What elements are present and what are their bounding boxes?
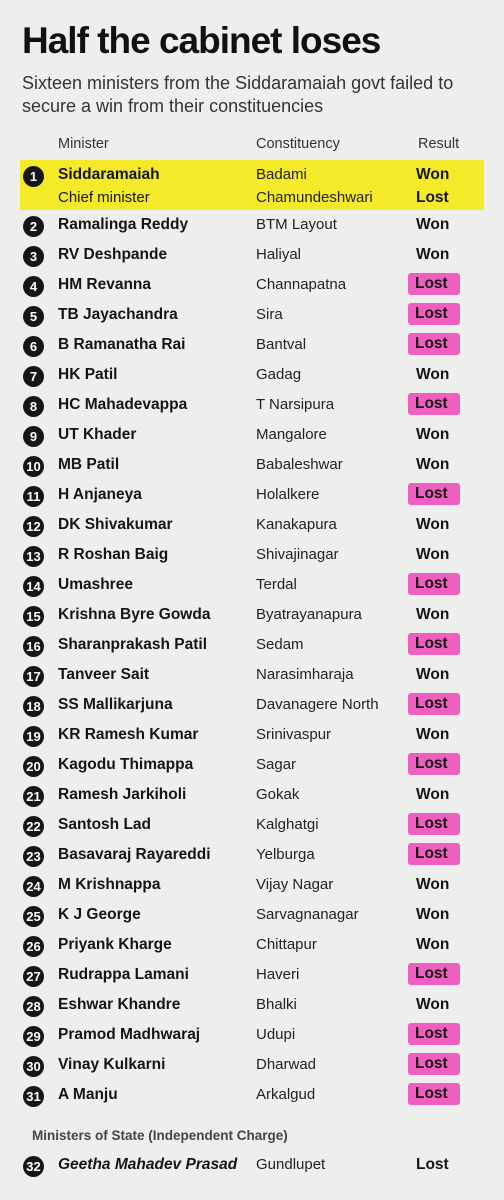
row-number-badge: 21 bbox=[23, 786, 44, 807]
constituency: Narasimharaja bbox=[256, 666, 354, 683]
section-label: Ministers of State (Independent Charge) bbox=[32, 1128, 288, 1143]
row-number-badge: 27 bbox=[23, 966, 44, 987]
row-number-badge: 31 bbox=[23, 1086, 44, 1107]
table-row bbox=[0, 840, 504, 870]
minister-name: Vinay Kulkarni bbox=[58, 1056, 166, 1073]
constituency: T Narsipura bbox=[256, 396, 335, 413]
row-number-badge: 4 bbox=[23, 276, 44, 297]
minister-name: RV Deshpande bbox=[58, 246, 168, 263]
row-number-badge: 15 bbox=[23, 606, 44, 627]
result: Won bbox=[416, 216, 450, 233]
minister-name: Kagodu Thimappa bbox=[58, 756, 194, 773]
table-row bbox=[0, 450, 504, 480]
constituency: Sagar bbox=[256, 756, 297, 773]
minister-name: Rudrappa Lamani bbox=[58, 966, 189, 983]
row-number-badge: 18 bbox=[23, 696, 44, 717]
result: Won bbox=[416, 726, 450, 743]
constituency: Mangalore bbox=[256, 426, 327, 443]
result: Lost bbox=[408, 963, 460, 985]
constituency: Udupi bbox=[256, 1026, 296, 1043]
table-row bbox=[0, 720, 504, 750]
table-row bbox=[0, 390, 504, 420]
table-row bbox=[0, 300, 504, 330]
page-title: Half the cabinet loses bbox=[22, 20, 381, 61]
row-number-badge: 8 bbox=[23, 396, 44, 417]
minister-name: B Ramanatha Rai bbox=[58, 336, 186, 353]
constituency: Arkalgud bbox=[256, 1086, 316, 1103]
minister-name: A Manju bbox=[58, 1086, 118, 1103]
row-number-badge: 2 bbox=[23, 216, 44, 237]
minister-name: K J George bbox=[58, 906, 141, 923]
result: Won bbox=[416, 996, 450, 1013]
minister-name: M Krishnappa bbox=[58, 876, 161, 893]
constituency: Sira bbox=[256, 306, 283, 323]
row-number-badge: 12 bbox=[23, 516, 44, 537]
result: Lost bbox=[408, 303, 460, 325]
minister-name: Umashree bbox=[58, 576, 133, 593]
table-row bbox=[0, 600, 504, 630]
minister-name: Basavaraj Rayareddi bbox=[58, 846, 211, 863]
result: Lost bbox=[408, 1053, 460, 1075]
constituency: BTM Layout bbox=[256, 216, 337, 233]
constituency: Yelburga bbox=[256, 846, 315, 863]
row-number-badge: 23 bbox=[23, 846, 44, 867]
table-row bbox=[0, 810, 504, 840]
minister-name: DK Shivakumar bbox=[58, 516, 173, 533]
row-number-badge: 11 bbox=[23, 486, 44, 507]
constituency: Vijay Nagar bbox=[256, 876, 334, 893]
row-number-badge: 13 bbox=[23, 546, 44, 567]
minister-name: R Roshan Baig bbox=[58, 546, 169, 563]
constituency: Davanagere North bbox=[256, 696, 379, 713]
table-row bbox=[0, 330, 504, 360]
table-row bbox=[0, 990, 504, 1020]
minister-name: Tanveer Sait bbox=[58, 666, 150, 683]
result: Lost bbox=[408, 393, 460, 415]
row-number-badge: 30 bbox=[23, 1056, 44, 1077]
table-row bbox=[0, 1150, 504, 1180]
table-row bbox=[0, 690, 504, 720]
table-header bbox=[0, 136, 504, 156]
result: Lost bbox=[416, 189, 449, 206]
row-number-badge: 6 bbox=[23, 336, 44, 357]
minister-name: SS Mallikarjuna bbox=[58, 696, 173, 713]
minister-name: HM Revanna bbox=[58, 276, 152, 293]
table-row bbox=[0, 270, 504, 300]
result: Lost bbox=[408, 753, 460, 775]
result: Won bbox=[416, 516, 450, 533]
minister-name: MB Patil bbox=[58, 456, 120, 473]
constituency: Bantval bbox=[256, 336, 307, 353]
result: Lost bbox=[408, 333, 460, 355]
table-row bbox=[0, 540, 504, 570]
result: Won bbox=[416, 906, 450, 923]
result: Won bbox=[416, 246, 450, 263]
minister-name: Pramod Madhwaraj bbox=[58, 1026, 201, 1043]
table-row bbox=[0, 870, 504, 900]
result: Won bbox=[416, 606, 450, 623]
minister-name: HK Patil bbox=[58, 366, 118, 383]
row-number-badge: 1 bbox=[23, 166, 44, 187]
minister-name: Ramalinga Reddy bbox=[58, 216, 189, 233]
header-constituency: Constituency bbox=[256, 136, 340, 152]
row-number-badge: 10 bbox=[23, 456, 44, 477]
minister-name: UT Khader bbox=[58, 426, 137, 443]
table-row bbox=[0, 570, 504, 600]
constituency: Chamundeshwari bbox=[256, 189, 373, 206]
constituency: Badami bbox=[256, 166, 307, 183]
minister-table bbox=[0, 160, 504, 1110]
table-row bbox=[0, 210, 504, 240]
constituency: Haliyal bbox=[256, 246, 302, 263]
result: Won bbox=[416, 546, 450, 563]
table-row bbox=[0, 510, 504, 540]
result: Won bbox=[416, 936, 450, 953]
header-result: Result bbox=[418, 136, 460, 152]
constituency: Terdal bbox=[256, 576, 297, 593]
row-number-badge: 26 bbox=[23, 936, 44, 957]
result: Won bbox=[416, 786, 450, 803]
result: Lost bbox=[408, 273, 460, 295]
constituency: Byatrayanapura bbox=[256, 606, 362, 623]
row-number-badge: 19 bbox=[23, 726, 44, 747]
minister-name: Eshwar Khandre bbox=[58, 996, 181, 1013]
minister-name: Santosh Lad bbox=[58, 816, 152, 833]
constituency: Kanakapura bbox=[256, 516, 337, 533]
page-subtitle: Sixteen ministers from the Siddaramaiah govt failed to secure a win from their constituencies bbox=[22, 73, 454, 116]
result: Won bbox=[416, 456, 450, 473]
table-row bbox=[0, 660, 504, 690]
minister-name: Ramesh Jarkiholi bbox=[58, 786, 187, 803]
constituency: Channapatna bbox=[256, 276, 347, 293]
constituency: Sedam bbox=[256, 636, 304, 653]
result: Lost bbox=[408, 813, 460, 835]
result: Lost bbox=[408, 1083, 460, 1105]
row-number-badge: 25 bbox=[23, 906, 44, 927]
minister-name: Priyank Kharge bbox=[58, 936, 172, 953]
result: Won bbox=[416, 426, 450, 443]
result: Lost bbox=[408, 633, 460, 655]
table-row bbox=[0, 240, 504, 270]
table-row bbox=[0, 480, 504, 510]
row-number-badge: 22 bbox=[23, 816, 44, 837]
constituency: Gokak bbox=[256, 786, 300, 803]
table-row bbox=[0, 420, 504, 450]
row-number-badge: 16 bbox=[23, 636, 44, 657]
table-row bbox=[0, 1020, 504, 1050]
constituency: Gadag bbox=[256, 366, 302, 383]
result: Lost bbox=[408, 483, 460, 505]
row-number-badge: 20 bbox=[23, 756, 44, 777]
row-number-badge: 14 bbox=[23, 576, 44, 597]
row-number-badge: 5 bbox=[23, 306, 44, 327]
constituency: Babaleshwar bbox=[256, 456, 343, 473]
minister-name: KR Ramesh Kumar bbox=[58, 726, 199, 743]
row-number-badge: 9 bbox=[23, 426, 44, 447]
row-number-badge: 3 bbox=[23, 246, 44, 267]
row-number-badge: 28 bbox=[23, 996, 44, 1017]
minister-name: Siddaramaiah bbox=[58, 166, 160, 183]
constituency: Chittapur bbox=[256, 936, 317, 953]
constituency: Dharwad bbox=[256, 1056, 317, 1073]
table-row bbox=[0, 630, 504, 660]
table-row bbox=[0, 930, 504, 960]
header-minister: Minister bbox=[58, 136, 109, 152]
minister-name: H Anjaneya bbox=[58, 486, 142, 503]
row-number-badge: 29 bbox=[23, 1026, 44, 1047]
result: Lost bbox=[408, 693, 460, 715]
minister-name: Krishna Byre Gowda bbox=[58, 606, 211, 623]
constituency: Haveri bbox=[256, 966, 300, 983]
minister-role: Chief minister bbox=[58, 189, 150, 206]
table-row bbox=[0, 780, 504, 810]
constituency: Sarvagnanagar bbox=[256, 906, 359, 923]
constituency: Bhalki bbox=[256, 996, 297, 1013]
constituency: Kalghatgi bbox=[256, 816, 319, 833]
row-number-badge: 17 bbox=[23, 666, 44, 687]
constituency: Gundlupet bbox=[256, 1156, 326, 1173]
table-row bbox=[0, 900, 504, 930]
table-row bbox=[0, 750, 504, 780]
table-row-chief-minister bbox=[0, 160, 504, 210]
table-row bbox=[0, 960, 504, 990]
result: Lost bbox=[408, 843, 460, 865]
result: Lost bbox=[416, 1156, 449, 1173]
row-number-badge: 24 bbox=[23, 876, 44, 897]
result: Lost bbox=[408, 1023, 460, 1045]
minister-name: Geetha Mahadev Prasad bbox=[58, 1156, 238, 1173]
result: Won bbox=[416, 366, 450, 383]
result: Won bbox=[416, 166, 450, 183]
table-row bbox=[0, 1050, 504, 1080]
table-row bbox=[0, 360, 504, 390]
result: Lost bbox=[408, 573, 460, 595]
result: Won bbox=[416, 666, 450, 683]
table-row bbox=[0, 1080, 504, 1110]
constituency: Shivajinagar bbox=[256, 546, 339, 563]
row-number-badge: 32 bbox=[23, 1156, 44, 1177]
minister-name: TB Jayachandra bbox=[58, 306, 178, 323]
minister-name: Sharanprakash Patil bbox=[58, 636, 208, 653]
constituency: Srinivaspur bbox=[256, 726, 332, 743]
minister-name: HC Mahadevappa bbox=[58, 396, 188, 413]
constituency: Holalkere bbox=[256, 486, 320, 503]
row-number-badge: 7 bbox=[23, 366, 44, 387]
result: Won bbox=[416, 876, 450, 893]
